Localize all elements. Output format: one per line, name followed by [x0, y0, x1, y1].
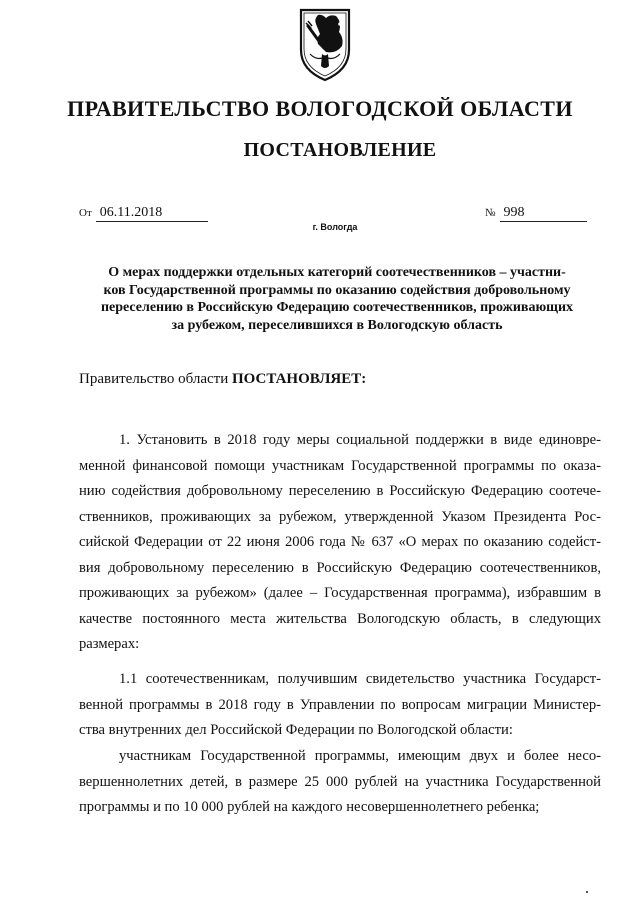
date-field	[79, 204, 208, 222]
coat-of-arms-icon	[296, 4, 354, 84]
scan-speck	[586, 891, 588, 893]
government-title: ПРАВИТЕЛЬСТВО ВОЛОГОДСКОЙ ОБЛАСТИ	[67, 96, 573, 121]
number-value: 998	[500, 205, 587, 222]
document-type: ПОСТАНОВЛЕНИЕ	[243, 139, 437, 161]
preamble-text: Правительство области	[79, 371, 232, 387]
paragraph-line: нию содействия добровольному переселению в Российскую Федерацию соотече-	[79, 483, 601, 499]
paragraph-line: проживающих за рубежом» (далее – Государственная программа), избравшим в	[79, 585, 601, 601]
paragraph-1	[79, 428, 601, 658]
paragraph-line: ства внутренних дел Российской Федерации по Вологодской области:	[79, 722, 513, 738]
paragraph-line: вершеннолетних детей, в размере 25 000 рублей на участника Государственной	[79, 773, 601, 790]
date-label: От	[79, 207, 92, 219]
subject-line: О мерах поддержки отдельных категорий соотечественников – участни-	[108, 265, 566, 280]
paragraph-participants	[79, 744, 601, 821]
paragraph-line: размерах:	[79, 636, 140, 652]
preamble-resolves: ПОСТАНОВЛЯЕТ:	[231, 371, 367, 387]
paragraph-line: венной программы в 2018 году в Управлении по вопросам миграции Министер-	[79, 696, 601, 713]
paragraph-line: программы и по 10 000 рублей на каждого несовершеннолетнего ребенка;	[79, 799, 540, 815]
paragraph-line: сийской Федерации от 22 июня 2006 года № 637 «О мерах по оказанию содейст-	[79, 534, 601, 550]
paragraph-1-1	[79, 667, 601, 744]
city-name: г. Вологда	[312, 222, 358, 232]
paragraph-line: ственников, проживающих за рубежом, утвержденной Указом Президента Рос-	[79, 508, 601, 525]
number-label: №	[485, 207, 496, 219]
date-value: 06.11.2018	[96, 205, 208, 222]
paragraph-line: вия добровольному переселению в Российскую Федерацию соотечественников,	[79, 559, 601, 576]
subject-line: переселению в Российскую Федерацию соотечественников, проживающих	[100, 300, 574, 315]
preamble	[79, 371, 366, 388]
paragraph-line: 1.1 соотечественникам, получившим свидетельство участника Государст-	[119, 671, 601, 687]
subject-line: ков Государственной программы по оказанию содействия добровольному	[103, 282, 571, 298]
paragraph-line: участникам Государственной программы, имеющим двух и более несо-	[119, 748, 601, 764]
number-field	[485, 204, 587, 222]
paragraph-line: менной финансовой помощи участникам Государственной программы по оказа-	[79, 457, 601, 474]
document-subject	[72, 264, 602, 334]
paragraph-line: качестве постоянного места жительства Вологодскую область, в следующих	[79, 610, 601, 627]
subject-line: за рубежом, переселившихся в Вологодскую область	[171, 317, 503, 333]
paragraph-line: 1. Установить в 2018 году меры социальной поддержки в виде единовре-	[119, 432, 601, 448]
